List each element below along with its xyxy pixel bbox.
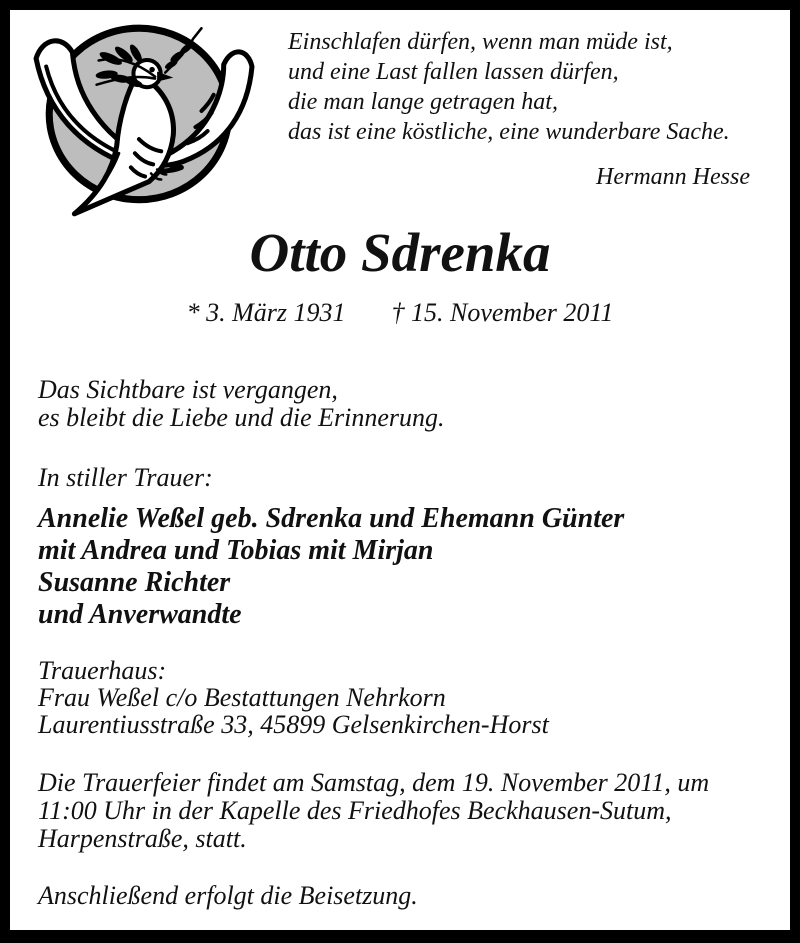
funeral-home-line: Frau Weßel c/o Bestattungen Nehrkorn [38, 683, 446, 712]
quote-line: Einschlafen dürfen, wenn man müde ist, [288, 29, 673, 55]
funeral-home-line: Laurentiusstraße 33, 45899 Gelsenkirchen-Horst [38, 710, 549, 739]
deceased-name: Otto Sdrenka [249, 222, 551, 283]
quote-line: und eine Last fallen lassen dürfen, [288, 59, 619, 85]
mourner-line: und Anverwandte [38, 599, 242, 630]
birth-date: * 3. März 1931 [186, 298, 346, 327]
service-line: Harpenstraße, statt. [38, 824, 247, 853]
epitaph-line: es bleibt die Liebe und die Erinnerung. [38, 403, 445, 432]
quote-author: Hermann Hesse [596, 164, 750, 190]
quote-line: das ist eine köstliche, eine wunderbare Sache. [288, 119, 730, 145]
mourner-line: Annelie Weßel geb. Sdrenka und Ehemann Günter [38, 503, 625, 534]
quote-line: die man lange getragen hat, [288, 89, 558, 115]
death-date: † 15. November 2011 [391, 298, 614, 327]
mourning-intro: In stiller Trauer: [38, 463, 213, 492]
service-info [38, 769, 709, 853]
mourner-line: Susanne Richter [38, 567, 231, 598]
memorial-quote [288, 27, 760, 192]
mourners-list [38, 503, 624, 631]
epitaph-line: Das Sichtbare ist vergangen, [38, 375, 338, 404]
mourner-line: mit Andrea und Tobias mit Mirjan [38, 535, 434, 566]
life-dates [10, 298, 790, 328]
burial-note: Anschließend erfolgt die Beisetzung. [38, 881, 418, 910]
epitaph [38, 376, 445, 432]
funeral-home-line: Trauerhaus: [38, 656, 167, 685]
service-line: Die Trauerfeier findet am Samstag, dem 19. November 2011, um [38, 768, 710, 797]
service-line: 11:00 Uhr in der Kapelle des Friedhofes Beckhausen-Sutum, [38, 796, 672, 825]
funeral-home-info [38, 657, 549, 738]
dove-olive-branch-icon [26, 20, 256, 218]
